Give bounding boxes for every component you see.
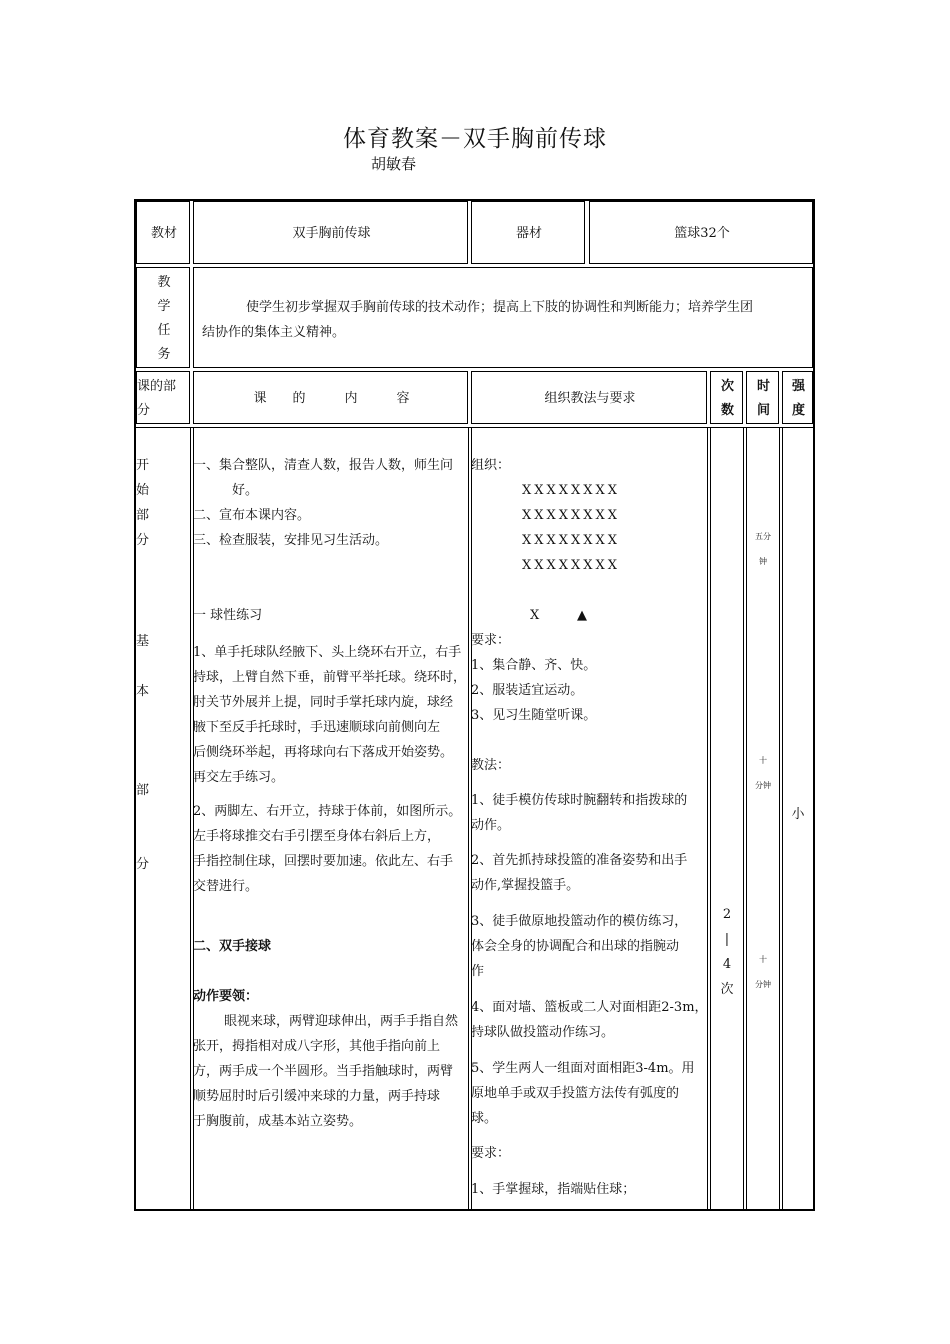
task-text-line-1: 使学生初步掌握双手胸前传球的技术动作；提高上下肢的协调性和判断能力；培养学生团	[246, 300, 754, 315]
content-line: 肘关节外展并上提，同时手掌托球内旋，球经	[193, 695, 454, 710]
header-content-cell	[193, 371, 468, 424]
formation-row: XXXXXXXX	[522, 508, 621, 523]
method-line: 1、手掌握球，指端贴住球；	[471, 1182, 636, 1197]
content-line: 于胸腹前，成基本站立姿势。	[193, 1114, 363, 1129]
header-time-1: 时	[756, 379, 770, 394]
content-line: 三、检查服装，安排见习生活动。	[193, 533, 389, 548]
method-line: 原地单手或双手投篮方法传有弧度的	[471, 1086, 680, 1101]
task-label-3: 任	[157, 323, 171, 338]
method-line: 5、学生两人一组面对面相距3-4m。用	[471, 1061, 695, 1076]
header-intensity-1: 强	[791, 379, 805, 394]
content-line: 顺势屈肘时后引缓冲来球的力量，两手持球	[193, 1089, 441, 1104]
header-part-line-2: 分	[137, 403, 151, 418]
header-part-cell	[136, 371, 190, 424]
task-label-1: 教	[157, 275, 171, 290]
header-times-1: 次	[720, 379, 734, 394]
document-title: 体育教案－双手胸前传球	[343, 126, 607, 152]
method-line: 要求：	[471, 1146, 511, 1161]
content-line: 再交左手练习。	[193, 770, 285, 785]
content-line: 二、宣布本课内容。	[193, 508, 311, 523]
times-value: 2	[722, 907, 732, 922]
equipment-label: 器材	[515, 226, 542, 241]
content-section-heading: 一 球性练习	[193, 608, 263, 623]
content-line: 交替进行。	[193, 879, 259, 894]
part-start-3: 部	[136, 508, 150, 523]
task-label-cell	[136, 267, 190, 368]
method-line: 持球队做投篮动作练习。	[471, 1025, 615, 1040]
header-intensity-2: 度	[791, 403, 805, 418]
header-times-2: 数	[720, 403, 734, 418]
method-line: 体会全身的协调配合和出球的指腕动	[471, 939, 680, 954]
method-line: 1、集合静、齐、快。	[471, 658, 597, 673]
divider-method	[707, 427, 708, 1209]
divider-method-inner	[710, 427, 711, 1209]
part-start-1: 开	[136, 458, 150, 473]
content-line: 持球，上臂自然下垂，前臂平举托球。绕环时，	[193, 670, 467, 685]
material-cell	[193, 201, 468, 264]
content-line: 一、集合整队，清查人数，报告人数，师生问	[193, 458, 454, 473]
header-content: 课 的 内 容	[253, 391, 410, 406]
divider-time	[779, 427, 780, 1209]
formation-student-mark: X	[530, 608, 540, 623]
content-line: 眼视来球，两臂迎球伸出，两手手指自然	[224, 1014, 459, 1029]
times-value: |	[724, 932, 730, 947]
content-line: 2、两脚左、右开立，持球于体前，如图所示。	[193, 804, 462, 819]
divider-times	[743, 427, 744, 1209]
time-note: 十	[759, 955, 767, 964]
part-basic-1: 基	[136, 634, 150, 649]
content-line: 左手将球推交右手引摆至身体右斜后上方，	[193, 829, 441, 844]
material-value: 双手胸前传球	[292, 226, 371, 241]
content-line: 好。	[232, 483, 259, 498]
time-note: 分钟	[755, 980, 771, 989]
method-line: 4、面对墙、篮板或二人对面相距2-3m，	[471, 1000, 708, 1015]
content-line: 后侧绕环举起，再将球向右下落成开始姿势。	[193, 745, 454, 760]
method-line: 球。	[471, 1111, 498, 1126]
part-basic-3: 部	[136, 783, 150, 798]
method-line: 动作,掌握投篮手。	[471, 878, 580, 893]
content-line: 张开，拇指相对成八字形，其他手指向前上	[193, 1039, 441, 1054]
method-line: 2、服装适宜运动。	[471, 683, 584, 698]
equipment-cell	[589, 201, 813, 264]
task-cell	[193, 267, 813, 368]
content-section-heading: 二、双手接球	[193, 939, 272, 954]
method-line: 2、首先抓持球投篮的准备姿势和出手	[471, 853, 688, 868]
method-line: 要求：	[471, 633, 511, 648]
formation-teacher-mark: ▲	[577, 608, 587, 623]
content-line: 腋下至反手托球时，手迅速顺球向前侧向左	[193, 720, 441, 735]
content-subheading: 动作要领：	[193, 989, 259, 1004]
content-line: 手指控制住球，回摆时要加速。依此左、右手	[193, 854, 454, 869]
equipment-value: 篮球32个	[674, 226, 730, 241]
method-line: 作	[471, 964, 485, 979]
header-intensity-cell	[782, 371, 813, 424]
formation-row: XXXXXXXX	[522, 483, 621, 498]
material-label: 教材	[150, 226, 177, 241]
divider-content	[468, 427, 469, 1209]
author-name: 胡敏春	[371, 155, 417, 173]
material-label-cell	[136, 201, 190, 264]
header-time-cell	[746, 371, 779, 424]
content-line: 1、单手托球队经腋下、头上绕环右开立，右手	[193, 645, 462, 660]
task-label-4: 务	[157, 347, 171, 362]
intensity-value: 小	[791, 807, 805, 822]
header-method: 组织教法与要求	[544, 391, 636, 406]
part-start-4: 分	[136, 533, 150, 548]
divider-times-inner	[746, 427, 747, 1209]
method-line: 动作。	[471, 818, 511, 833]
method-line: 3、见习生随堂听课。	[471, 708, 597, 723]
header-part-line-1: 课的部	[137, 379, 177, 394]
equipment-label-cell	[471, 201, 585, 264]
time-note: 钟	[759, 557, 767, 566]
method-line: 组织：	[471, 458, 511, 473]
time-note: 五分	[755, 532, 771, 541]
task-text-line-2: 结协作的集体主义精神。	[202, 325, 346, 340]
times-value: 4	[722, 957, 732, 972]
divider-part	[190, 427, 191, 1209]
part-basic-2: 本	[136, 684, 150, 699]
times-value: 次	[720, 982, 734, 997]
content-line: 方，两手成一个半圆形。当手指触球时，两臂	[193, 1064, 454, 1079]
part-basic-4: 分	[136, 857, 150, 872]
header-time-2: 间	[756, 403, 770, 418]
part-start-2: 始	[136, 483, 150, 498]
method-line: 1、徒手模仿传球时腕翻转和指拨球的	[471, 793, 688, 808]
time-note: 分钟	[755, 781, 771, 790]
formation-row: XXXXXXXX	[522, 533, 621, 548]
body-top-line	[136, 427, 813, 428]
header-method-cell	[471, 371, 707, 424]
method-line: 3、徒手做原地投篮动作的模仿练习，	[471, 914, 688, 929]
task-label-2: 学	[157, 299, 171, 314]
time-note: 十	[759, 756, 767, 765]
header-times-cell	[710, 371, 743, 424]
method-line: 教法：	[471, 758, 511, 773]
formation-row: XXXXXXXX	[522, 558, 621, 573]
